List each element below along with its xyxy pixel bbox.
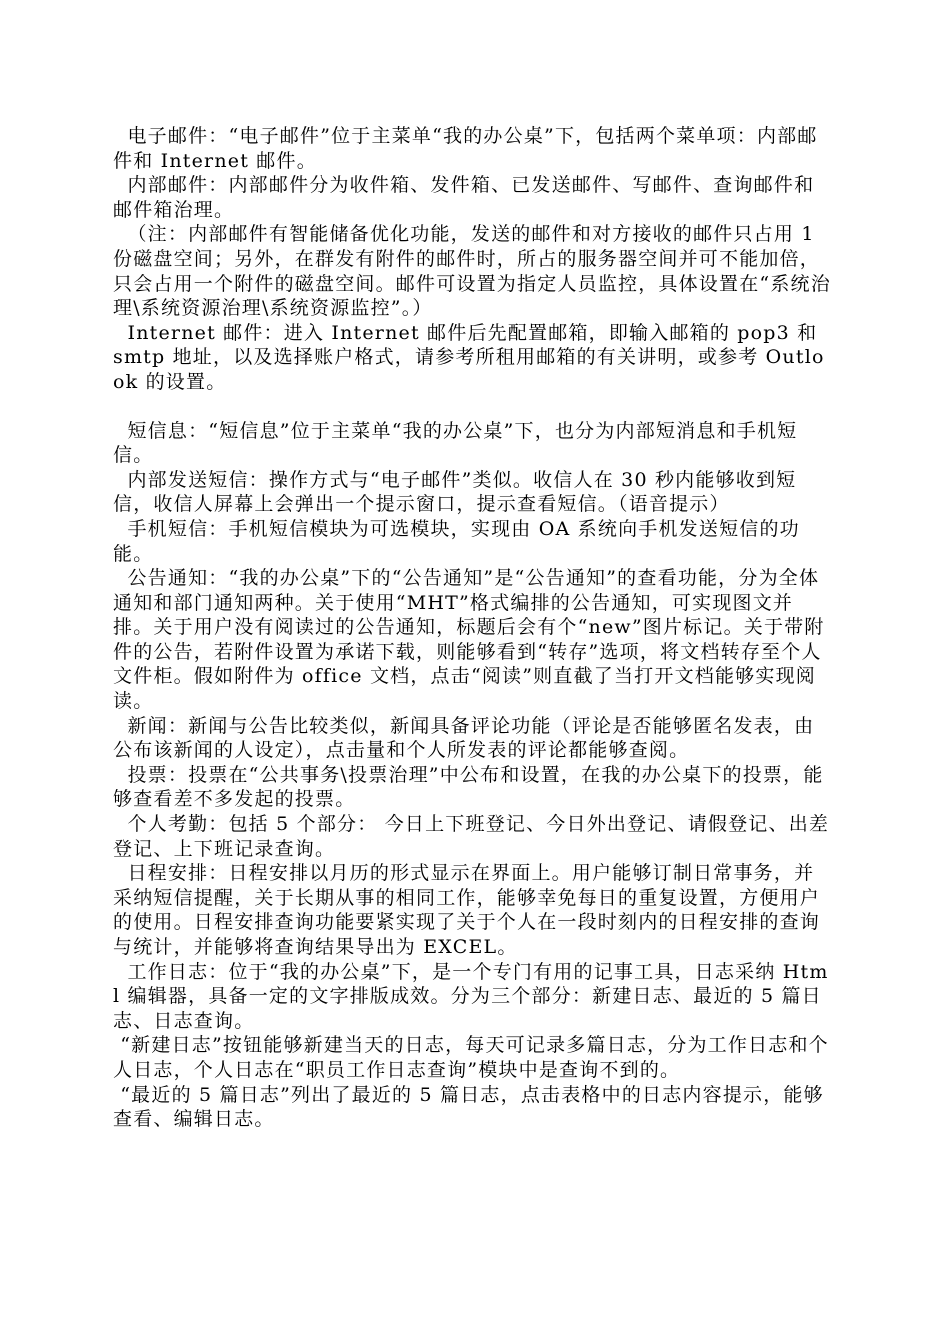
- paragraph-mobile-sms: 手机短信：手机短信模块为可选模块，实现由 OA 系统向手机发送短信的功能。: [113, 517, 800, 565]
- paragraph-attendance: 个人考勤：包括 5 个部分： 今日上下班登记、今日外出登记、请假登记、出差登记、上下班记录查询。: [113, 813, 830, 860]
- paragraph-spacer: [113, 395, 832, 419]
- paragraph-mail-note: （注：内部邮件有智能储备优化功能，发送的邮件和对方接收的邮件只占用 1 份磁盘空间；另外，在群发有附件的邮件时，所占的服务器空间并可不能加倍，只会占用一个附件的磁盘空间。邮件可设置为指定人员监控，具体设置在“系统治理\系统资源治理\系统资源监控”。）: [113, 223, 831, 320]
- paragraph-email: 电子邮件：“电子邮件”位于主菜单“我的办公桌”下，包括两个菜单项：内部邮件和 Internet 邮件。: [113, 125, 818, 172]
- paragraph-recent-logs: “最近的 5 篇日志”列出了最近的 5 篇日志，点击表格中的日志内容提示，能够查看、编辑日志。: [113, 1083, 824, 1131]
- paragraph-internet-mail: Internet 邮件：进入 Internet 邮件后先配置邮箱，即输入邮箱的 pop3 和 smtp 地址，以及选择账户格式，请参考所租用邮箱的有关讲明，或参考 Outlook 的设置。: [113, 321, 825, 393]
- paragraph-announcement: 公告通知：“我的办公桌”下的“公告通知”是“公告通知”的查看功能，分为全体通知和部门通知两种。关于使用“MHT”格式编排的公告通知，可实现图文并排。关于用户没有阅读过的公告通知，标题后会有个“new”图片标记。关于带附件的公告，若附件设置为承诺下载，则能够看到“转存”选项，将文档转存至个人文件柜。假如附件为 office 文档，点击“阅读”则直截了当打开文档能够实现阅读。: [113, 567, 825, 713]
- paragraph-short-message: 短信息：“短信息”位于主菜单“我的办公桌”下，也分为内部短消息和手机短信。: [113, 419, 798, 467]
- paragraph-internal-sms: 内部发送短信：操作方式与“电子邮件”类似。收信人在 30 秒内能够收到短信，收信人屏幕上会弹出一个提示窗口，提示查看短信。（语音提示）: [113, 468, 797, 516]
- paragraph-news: 新闻：新闻与公告比较类似，新闻具备评论功能（评论是否能够匿名发表，由公布该新闻的人设定），点击量和个人所发表的评论都能够查阅。: [113, 714, 815, 762]
- paragraph-work-log: 工作日志：位于“我的办公桌”下，是一个专门有用的记事工具，日志采纳 Html 编辑器，具备一定的文字排版成效。分为三个部分：新建日志、最近的 5 篇日志、日志查询。: [113, 960, 829, 1032]
- paragraph-vote: 投票：投票在“公共事务\投票治理”中公布和设置，在我的办公桌下的投票，能够查看差不多发起的投票。: [113, 763, 824, 811]
- paragraph-schedule: 日程安排：日程安排以月历的形式显示在界面上。用户能够订制日常事务，并采纳短信提醒，关于长期从事的相同工作，能够幸免每日的重复设置，方便用户的使用。日程安排查询功能要紧实现了关于个人在一段时刻内的日程安排的查询与统计，并能够将查询结果导出为 EXCEL。: [113, 862, 821, 958]
- paragraph-internal-mail: 内部邮件：内部邮件分为收件箱、发件箱、已发送邮件、写邮件、查询邮件和邮件箱治理。: [113, 174, 815, 221]
- paragraph-new-log: “新建日志”按钮能够新建当天的日志，每天可记录多篇日志，分为工作日志和个人日志，个人日志在“职员工作日志查询”模块中是查询不到的。: [113, 1034, 829, 1081]
